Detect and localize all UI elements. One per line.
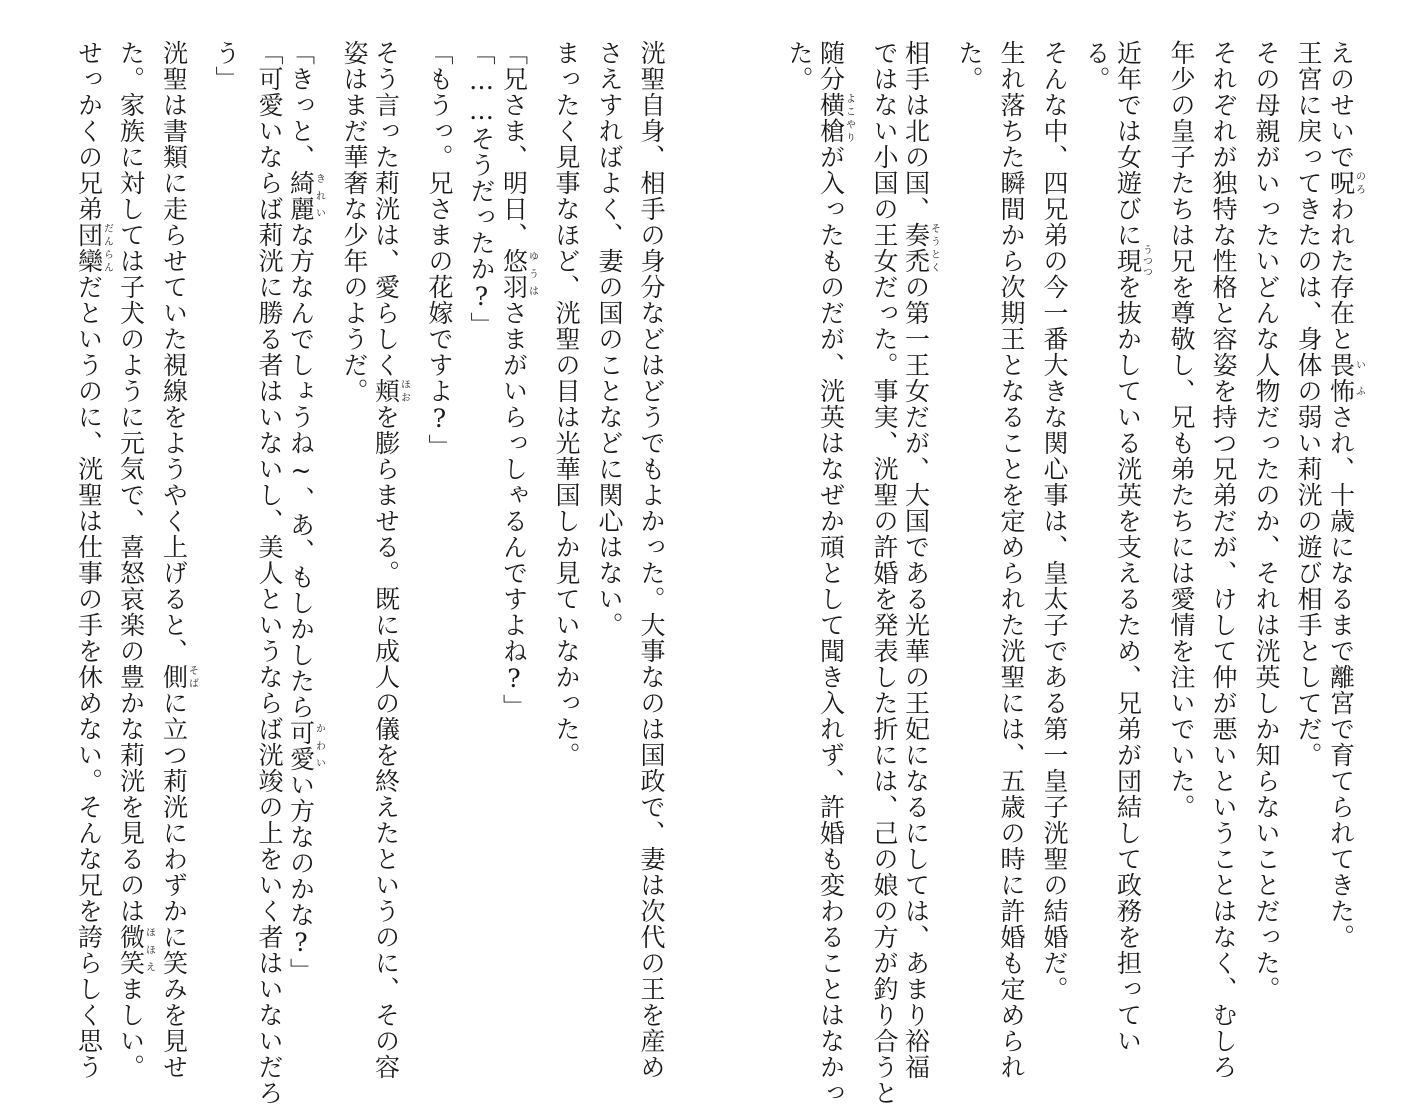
text-line-13: 随分横槍よこやりが入ったものだが、洸英はなぜか頑として聞き入れず、許婚も変わることはなかっ [816,40,855,1106]
text-line-14: た。 [785,40,814,92]
ruby-kawai: 可愛かわい [286,720,325,772]
ruby-yokoyari: 横槍よこやり [816,92,855,144]
ruby-hohoe: 微笑ほほえ [116,924,155,976]
text-line-25: う」 [212,40,241,92]
text-line-7: る。 [1082,40,1111,92]
ruby-hoo: 頬ほお [371,378,410,404]
text-line-22: 姿はまだ華奢な少年のようだ。 [340,40,369,404]
text-line-28: せっかくの兄弟団欒だんらんだというのに、洸聖は仕事の手を休めない。そんな兄を誇らしく思う [74,40,113,1080]
text-line-23: 「きっと、綺麗きれいな方なんでしょうね~、あ、もしかしたら可愛かわいい方なのかな?」 [286,40,325,984]
text-line-26: 洸聖は書類に走らせていた視線をようやく上げると、側そばに立つ莉洸にわずかに笑みを見せ [159,40,198,1080]
text-line-4: それぞれが独特な性格と容姿を持つ兄弟だが、けして仲が悪いということはなく、むしろ [1209,40,1238,1080]
text-line-3: その母親がいったいどんな人物だったのか、それは洸英しか知らないことだった。 [1252,40,1281,1002]
text-line-24: 「可愛いならば莉洸に勝る者はいないし、美人というならば洸竣の上をいく者はいないだろ [255,40,284,1106]
ruby-danran: 団欒だんらん [74,222,113,274]
ruby-soutoku: 奏禿そうとく [901,222,940,274]
text-line-19: 「……そうだったか?」 [467,40,496,338]
text-line-18: 「兄さま、明日、悠羽ゆうはさまがいらっしゃるんですよね?」 [499,40,538,720]
text-line-9: 生れ落ちた瞬間から次期王となることを定められた洸聖には、五歳の時に許婚も定められ [997,40,1026,1080]
text-line-12: ではない小国の王女だった。事実、洸聖の許婚を発表した折には、己の娘の方が釣り合うと [870,40,899,1106]
text-line-8: そんな中、四兄弟の今一番大きな関心事は、皇太子である第一皇子洸聖の結婚だ。 [1040,40,1069,1002]
ruby-utsutsu: 現うつつ [1113,244,1152,278]
ruby-soba: 側そば [159,664,198,690]
text-line-6: 近年では女遊びに現うつつを抜かしている洸英を支えるため、兄弟が団結して政務を担ってい [1113,40,1152,1054]
text-line-10: た。 [955,40,984,92]
text-line-2: 王宮に戻ってきたのは、身体の弱い莉洸の遊び相手としてだ。 [1294,40,1323,768]
ruby-yuuha: 悠羽ゆうは [499,248,538,300]
text-line-5: 年少の皇子たちは兄を尊敬し、兄も弟たちには愛情を注いでいた。 [1167,40,1196,820]
text-line-15: 洸聖自身、相手の身分などはどうでもよかった。大事なのは国政で、妻は次代の王を産め [637,40,666,1080]
text-line-16: さえすればよく、妻の国のことなどに関心はない。 [595,40,624,638]
text-line-21: そう言った莉洸は、愛らしく頬ほおを膨らませる。既に成人の儀を終えたというのに、その容 [371,40,410,1080]
ruby-kirei: 綺麗きれい [286,170,325,222]
ruby-ifu: 畏怖いふ [1326,352,1365,404]
text-line-27: た。家族に対しては子犬のように元気で、喜怒哀楽の豊かな莉洸を見るのは微笑ほほえましい。 [116,40,155,1080]
text-line-17: まったく見事なほど、洸聖の目は光華国しか見ていなかった。 [552,40,581,768]
text-line-11: 相手は北の国、奏禿そうとくの第一王女だが、大国である光華の王妃になるにしては、あまり裕福 [901,40,940,1080]
text-line-1: えのせいで呪のろわれた存在と畏怖いふされ、十歳になるまで離宮で育てられてきた。 [1326,40,1365,950]
ruby-noro: 呪のろ [1326,170,1365,196]
text-line-20: 「もうっ。兄さまの花嫁ですよ?」 [425,40,454,460]
